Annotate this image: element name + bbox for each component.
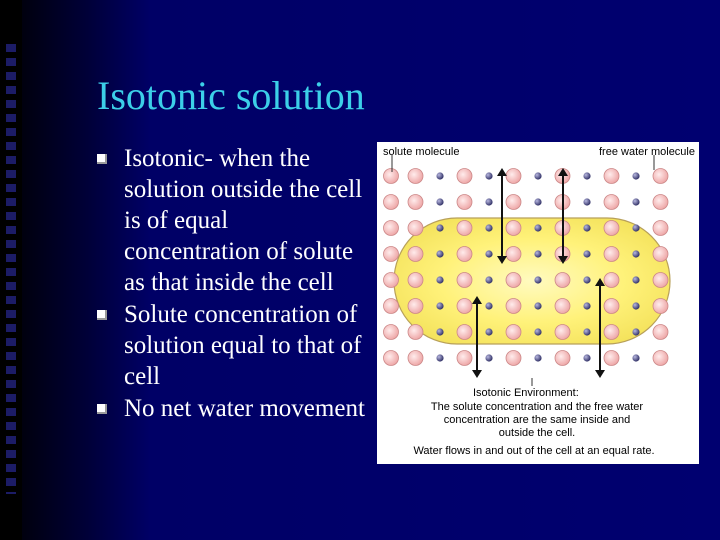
water-molecule-icon [632,328,639,335]
slide-title: Isotonic solution [97,73,365,118]
water-molecule-icon [485,250,492,257]
water-molecule-icon [534,224,541,231]
solute-molecule-icon [408,273,423,288]
water-molecule-icon [485,354,492,361]
solute-molecule-icon [555,273,570,288]
water-molecule-icon [534,276,541,283]
solute-molecule-icon [384,299,399,314]
water-molecule-icon [632,276,639,283]
water-molecule-icon [583,172,590,179]
bullet-square-icon [97,310,107,320]
water-molecule-icon [436,172,443,179]
solute-molecule-icon [604,325,619,340]
water-molecule-icon [632,172,639,179]
water-molecule-icon [485,328,492,335]
water-molecule-icon [436,354,443,361]
water-molecule-icon [534,172,541,179]
solute-molecule-label: solute molecule [383,146,460,158]
water-molecule-icon [534,302,541,309]
bullet-item [95,393,365,424]
solute-molecule-icon [457,195,472,210]
solute-molecule-icon [384,325,399,340]
solute-molecule-icon [604,299,619,314]
solute-molecule-icon [604,247,619,262]
decorative-strip [0,0,22,540]
water-molecule-icon [534,198,541,205]
caption-line-2: concentration are the same inside and [443,414,631,426]
water-molecule-icon [534,328,541,335]
solute-molecule-icon [408,221,423,236]
solute-molecule-icon [506,169,521,184]
solute-molecule-icon [653,351,668,366]
solute-molecule-icon [506,351,521,366]
water-molecule-icon [632,250,639,257]
solute-molecule-icon [604,273,619,288]
solute-molecule-icon [653,221,668,236]
bullet-item [95,299,365,392]
water-molecule-icon [436,198,443,205]
isotonic-diagram [377,142,699,464]
solute-molecule-icon [408,195,423,210]
water-molecule-icon [632,354,639,361]
solute-molecule-icon [653,299,668,314]
water-molecule-icon [485,198,492,205]
solute-molecule-icon [653,195,668,210]
solute-molecule-icon [384,247,399,262]
solute-molecule-icon [384,273,399,288]
caption-line-1: The solute concentration and the free water [430,401,644,413]
water-molecule-icon [436,250,443,257]
bullet-item [95,143,365,298]
solute-molecule-icon [408,247,423,262]
solute-molecule-icon [384,169,399,184]
solute-molecule-icon [457,247,472,262]
solute-molecule-icon [653,325,668,340]
water-molecule-icon [583,328,590,335]
solute-molecule-icon [653,169,668,184]
solute-molecule-icon [604,195,619,210]
diagram-svg [377,142,699,464]
solute-molecule-icon [604,169,619,184]
bullet-text: Isotonic- when the solution outside the cell is of equal concentration of solute as that inside the cell [124,145,363,296]
bullet-square-icon [97,154,107,164]
water-molecule-icon [632,198,639,205]
solute-molecule-icon [457,169,472,184]
solute-molecule-icon [555,299,570,314]
water-molecule-icon [583,276,590,283]
water-molecule-icon [436,224,443,231]
decorative-squares [6,44,16,494]
solute-molecule-icon [506,325,521,340]
solute-molecule-icon [457,273,472,288]
solute-molecule-icon [604,351,619,366]
solute-molecule-icon [555,351,570,366]
solute-molecule-icon [506,247,521,262]
solute-molecule-icon [408,325,423,340]
solute-molecule-icon [506,299,521,314]
solute-molecule-icon [555,325,570,340]
solute-molecule-icon [384,195,399,210]
solute-molecule-icon [506,195,521,210]
caption-heading: Isotonic Environment: [473,387,579,399]
solute-molecule-icon [653,247,668,262]
solute-molecule-icon [408,169,423,184]
water-molecule-icon [485,276,492,283]
water-molecule-icon [632,302,639,309]
caption-line-3: outside the cell. [498,427,576,439]
water-molecule-icon [534,354,541,361]
water-molecule-icon [583,354,590,361]
solute-molecule-icon [506,273,521,288]
bullet-list [95,143,365,425]
free-water-molecule-label: free water molecule [599,146,695,158]
water-molecule-icon [534,250,541,257]
solute-molecule-icon [653,273,668,288]
water-molecule-icon [436,328,443,335]
water-molecule-icon [583,302,590,309]
bullet-square-icon [97,404,107,414]
water-molecule-icon [436,276,443,283]
water-molecule-icon [436,302,443,309]
solute-molecule-icon [457,351,472,366]
solute-molecule-icon [408,299,423,314]
bullet-text: No net water movement [124,395,365,422]
water-molecule-icon [583,224,590,231]
solute-molecule-icon [457,299,472,314]
solute-molecule-icon [506,221,521,236]
water-molecule-icon [485,302,492,309]
solute-molecule-icon [457,325,472,340]
water-molecule-icon [583,250,590,257]
water-molecule-icon [485,224,492,231]
solute-molecule-icon [457,221,472,236]
solute-molecule-icon [604,221,619,236]
water-molecule-icon [583,198,590,205]
water-molecule-icon [632,224,639,231]
cell-body [394,218,670,344]
water-molecule-icon [485,172,492,179]
solute-molecule-icon [384,351,399,366]
bullet-text: Solute concentration of solution equal to that of cell [124,301,362,390]
solute-molecule-icon [408,351,423,366]
solute-molecule-icon [384,221,399,236]
caption-line-4: Water flows in and out of the cell at an equal rate. [413,445,655,457]
